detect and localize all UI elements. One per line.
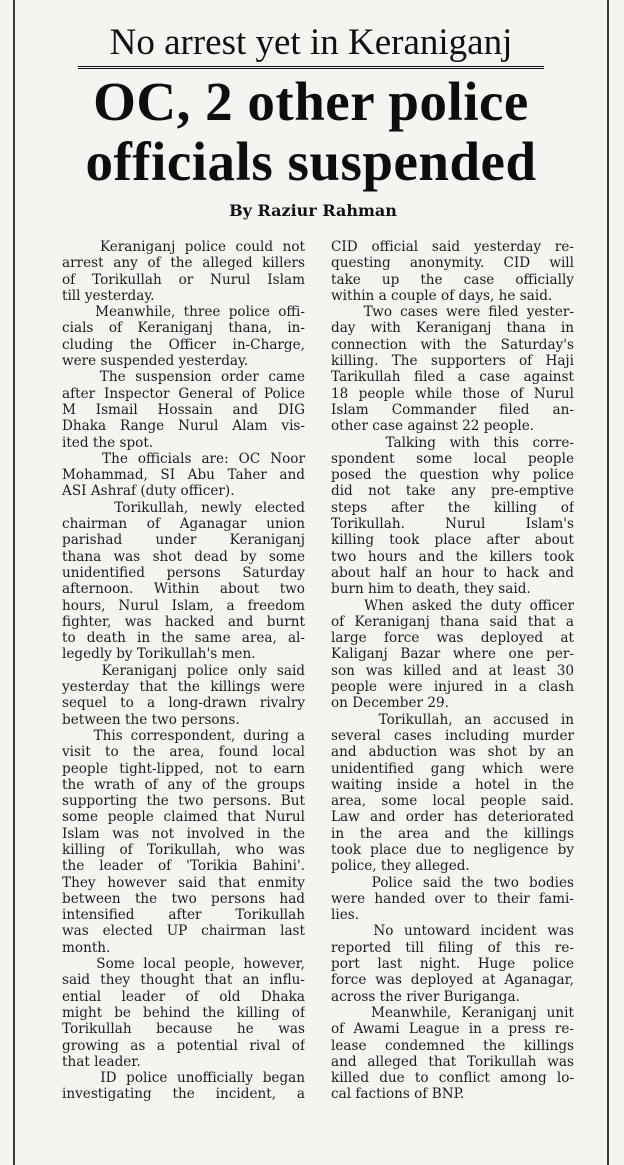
article-line: other case against 22 people. xyxy=(331,418,535,435)
article-line: Torikullah. Nurul Islam's xyxy=(331,516,574,533)
article-line: day with Keraniganj thana in xyxy=(331,320,574,337)
article-line: cluding the Officer in-Charge, xyxy=(62,336,305,353)
article-line: afternoon. Within about two xyxy=(62,581,305,598)
article-line: said they thought that an influ- xyxy=(62,972,305,989)
article-line: Meanwhile, Keraniganj unit xyxy=(331,1004,574,1021)
article-line: questing anonymity. CID will xyxy=(331,255,574,272)
article-line: port last night. Huge police xyxy=(331,956,574,973)
article-line: 18 people while those of Nurul xyxy=(331,385,574,402)
article-line: Two cases were filed yester- xyxy=(331,304,574,321)
article-line: on December 29. xyxy=(331,695,449,712)
kicker-headline: No arrest yet in Keraniganj xyxy=(109,22,513,63)
article-line: between the two persons. xyxy=(62,711,240,728)
article-line: Tarikullah filed a case against xyxy=(331,369,574,386)
article-line: unidentified persons Saturday xyxy=(62,564,305,581)
article-line: take up the case officially xyxy=(331,271,574,288)
article-line: the wrath of any of the groups xyxy=(62,776,305,793)
article-line: The suspension order came xyxy=(62,369,305,386)
article-line: Torikullah, an accused in xyxy=(331,711,574,728)
article-line: ASI Ashraf (duty officer). xyxy=(62,483,235,500)
article-line: connection with the Saturday's xyxy=(331,336,574,353)
headline-line-2: officials suspended xyxy=(85,131,537,192)
kicker-block xyxy=(78,22,544,69)
article-line: people were injured in a clash xyxy=(331,679,574,696)
article-line: and abduction was shot by an xyxy=(331,744,574,761)
article-line: lease condemned the killings xyxy=(331,1037,574,1054)
article-line: M Ismail Hossain and DIG xyxy=(62,401,305,418)
article-line: chairman of Aganagar union xyxy=(62,516,305,533)
article-line: within a couple of days, he said. xyxy=(331,287,553,304)
article-line: the leader of 'Torikia Bahini'. xyxy=(62,858,305,875)
article-line: Islam Commander filed an- xyxy=(331,401,574,418)
right-column-rule xyxy=(607,0,609,1165)
article-line: about half an hour to hack and xyxy=(331,564,574,581)
article-line: sequel to a long-drawn rivalry xyxy=(62,695,305,712)
article-line: might be behind the killing of xyxy=(62,1004,305,1021)
article-line: police, they alleged. xyxy=(331,858,470,875)
article-line: arrest any of the alleged killers xyxy=(62,255,305,272)
article-line: The officials are: OC Noor xyxy=(62,450,305,467)
article-line: of Keraniganj thana said that a xyxy=(331,613,574,630)
article-line: Torikullah, newly elected xyxy=(62,499,305,516)
article-line: that leader. xyxy=(62,1053,141,1070)
article-line: yesterday that the killings were xyxy=(62,679,305,696)
article-line: some people claimed that Nurul xyxy=(62,809,305,826)
headline-line-1: OC, 2 other police xyxy=(93,71,529,132)
article-line: CID official said yesterday re- xyxy=(331,239,574,255)
article-line: Law and order has deteriorated xyxy=(331,809,574,826)
article-line: month. xyxy=(62,939,111,956)
article-line: of Torikullah or Nurul Islam xyxy=(62,271,305,288)
article-line: Torikullah because he was xyxy=(62,1021,305,1038)
article-line: ited the spot. xyxy=(62,434,154,451)
article-line: growing as a potential rival of xyxy=(62,1037,305,1054)
article-line: unidentified gang which were xyxy=(331,760,574,777)
article-line: force was deployed at Aganagar, xyxy=(331,972,574,989)
article-line: thana was shot dead by some xyxy=(62,548,305,565)
article-line: Kaliganj Bazar where one per- xyxy=(331,646,574,663)
article-line: in the area and the killings xyxy=(331,825,574,842)
article-line: legedly by Torikullah's men. xyxy=(62,646,256,663)
article-line: and alleged that Torikullah was xyxy=(331,1053,574,1070)
article-line: Meanwhile, three police offi- xyxy=(62,304,305,321)
article-line: people tight-lipped, not to earn xyxy=(62,760,305,777)
article-line: of Awami League in a press re- xyxy=(331,1021,574,1038)
article-line: When asked the duty officer xyxy=(331,597,574,614)
article-line: ID police unofficially began xyxy=(62,1070,305,1087)
article-line: Islam was not involved in the xyxy=(62,825,305,842)
article-line: spondent some local people xyxy=(331,450,574,467)
article-line: visit to the area, found local xyxy=(62,744,305,761)
main-headline xyxy=(22,72,600,192)
article-line: across the river Buriganga. xyxy=(331,988,520,1005)
article-line: killing. The supporters of Haji xyxy=(331,353,574,370)
article-line: son was killed and at least 30 xyxy=(331,662,574,679)
article-line: killing took place after about xyxy=(331,532,574,549)
article-line: hours, Nurul Islam, a freedom xyxy=(62,597,305,614)
article-line: two hours and the killers took xyxy=(331,548,574,565)
article-line: posed the question why police xyxy=(331,467,574,484)
article-line: took place due to negligence by xyxy=(331,841,574,858)
article-line: supporting the two persons. But xyxy=(62,793,305,810)
article-line: were suspended yesterday. xyxy=(62,353,249,370)
article-line: between the two persons had xyxy=(62,890,305,907)
article-line: intensified after Torikullah xyxy=(62,907,305,924)
article-line: This correspondent, during a xyxy=(62,727,305,744)
article-line: reported till filing of this re- xyxy=(331,939,574,956)
article-line: No untoward incident was xyxy=(331,923,574,940)
article-line: ential leader of old Dhaka xyxy=(62,988,305,1005)
article-line: fighter, was hacked and burnt xyxy=(62,613,305,630)
article-line: were handed over to their fami- xyxy=(331,890,574,907)
article-line: Keraniganj police could not xyxy=(62,239,305,255)
article-line: several cases including murder xyxy=(331,727,574,744)
article-line: waiting inside a hotel in the xyxy=(331,776,574,793)
article-line: killing of Torikullah, who was xyxy=(62,841,305,858)
article-line: cials of Keraniganj thana, in- xyxy=(62,320,305,337)
article-line: Mohammad, SI Abu Taher and xyxy=(62,467,305,484)
article-column-left xyxy=(62,239,305,1103)
article-line: parishad under Keraniganj xyxy=(62,532,305,549)
article-line: Police said the two bodies xyxy=(331,874,574,891)
byline: By Raziur Rahman xyxy=(229,201,397,220)
article-line: after Inspector General of Police xyxy=(62,385,305,402)
article-line: lies. xyxy=(331,907,360,924)
article-line: Talking with this corre- xyxy=(331,434,574,451)
article-line: did not take any pre-emptive xyxy=(331,483,574,500)
article-line: Dhaka Range Nurul Alam vis- xyxy=(62,418,305,435)
article-line: steps after the killing of xyxy=(331,499,574,516)
article-column-right xyxy=(331,239,574,1103)
article-line: to death in the same area, al- xyxy=(62,630,305,647)
article-line: They however said that enmity xyxy=(62,874,305,891)
article-line: cal factions of BNP. xyxy=(331,1086,465,1103)
article-line: was elected UP chairman last xyxy=(62,923,305,940)
left-column-rule xyxy=(13,0,15,1165)
article-line: Some local people, however, xyxy=(62,956,305,973)
article-line: area, some local people said. xyxy=(331,793,574,810)
article-line: burn him to death, they said. xyxy=(331,581,531,598)
article-line: large force was deployed at xyxy=(331,630,574,647)
article-line: investigating the incident, a xyxy=(62,1086,305,1103)
article-line: killed due to conflict among lo- xyxy=(331,1070,574,1087)
article-line: Keraniganj police only said xyxy=(62,662,305,679)
article-line: till yesterday. xyxy=(62,287,155,304)
